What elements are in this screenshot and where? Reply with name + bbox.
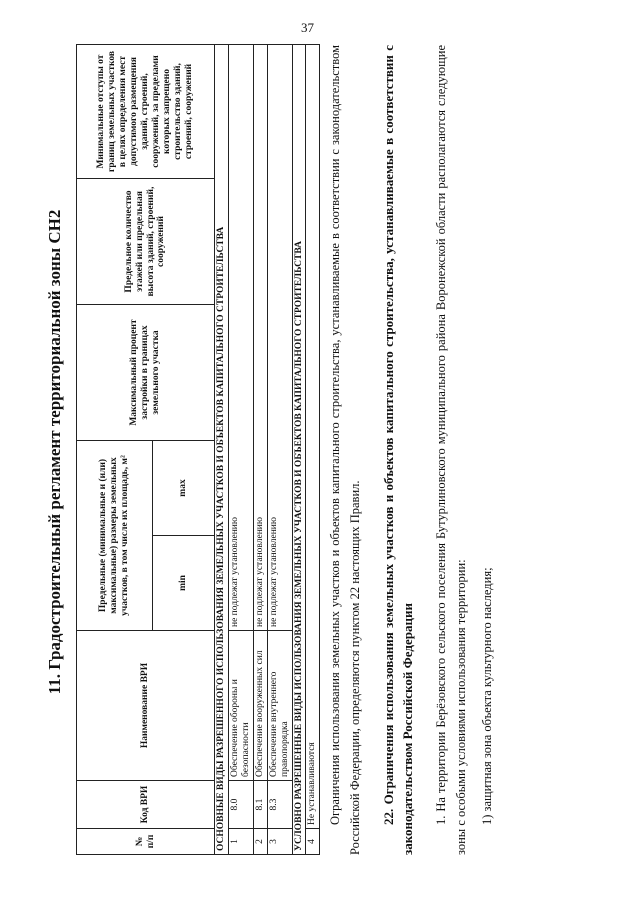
- table-row: [253, 45, 267, 855]
- regulation-table: [76, 44, 320, 855]
- header-area: Предельные (минимальные и (или) максимальные) размеры земельных участков, в том числе их площадь, м²: [77, 441, 153, 631]
- page-number: 37: [301, 20, 314, 35]
- row-code: 8.1: [253, 781, 267, 829]
- row-code: 8.3: [267, 781, 292, 829]
- row-value: не подлежат установлению: [267, 45, 292, 631]
- header-code: Код ВРИ: [77, 781, 215, 829]
- paragraph-heritage-zone: 1) защитная зона объекта культурного наследия;: [480, 567, 494, 825]
- header-min: min: [153, 536, 215, 631]
- header-max: max: [153, 441, 215, 536]
- row-num: 3: [267, 829, 292, 855]
- table-row: [306, 45, 320, 855]
- row-value: не подлежат установлению: [228, 45, 253, 631]
- row-num: 1: [228, 829, 253, 855]
- main-section-row: ОСНОВНЫЕ ВИДЫ РАЗРЕШЕННОГО ИСПОЛЬЗОВАНИЯ ЗЕМЕЛЬНЫХ УЧАСТКОВ И ОБЪЕКТОВ КАПИТАЛЬНОГО СТРОИТЕЛЬСТВА: [215, 45, 229, 855]
- section-22-heading: 22. Ограничения использования земельных участков и объектов капитального строительства, устанавливаемые в соответствии с законодательством Российской Федерации: [381, 45, 415, 855]
- conditional-section-row: УСЛОВНО РАЗРЕШЕННЫЕ ВИДЫ ИСПОЛЬЗОВАНИЯ ЗЕМЕЛЬНЫХ УЧАСТКОВ И ОБЪЕКТОВ КАПИТАЛЬНОГО СТРОИТЕЛЬСТВА: [292, 45, 306, 855]
- row-name: Обеспечение обороны и безопасности: [228, 631, 253, 781]
- header-setback: Минимальные отступы от границ земельных участков в целях определения мест допустимого размещения зданий, строений, сооружений, за пределами которых запрещено строительство зданий, строений, сооружений: [77, 45, 215, 179]
- row-code: 8.0: [228, 781, 253, 829]
- paragraph-zones: 1. На территории Берёзовского сельского поселения Бутурлиновского муниципального района Воронежской области располагаются следующие зоны с особыми условиями использования территории:: [434, 45, 468, 855]
- row-name: Обеспечение внутреннего правопорядка: [267, 631, 292, 781]
- row-num: 4: [306, 829, 320, 855]
- row-value: не подлежат установлению: [253, 45, 267, 631]
- paragraph-restrictions: Ограничения использования земельных участков и объектов капитального строительства, устанавливаемые в соответствии с законодательством Российской Федерации, определяются пунктом 22 настоящих Правил.: [328, 45, 362, 855]
- header-floors: Предельное количество этажей или предельная высота зданий, строений, сооружений: [77, 179, 215, 305]
- body-text: [325, 45, 497, 855]
- header-num: № п/п: [77, 829, 215, 855]
- table-row: [267, 45, 292, 855]
- rotated-page-content: [40, 37, 600, 867]
- table-row: [228, 45, 253, 855]
- row-num: 2: [253, 829, 267, 855]
- header-name: Наименование ВРИ: [77, 631, 215, 781]
- row-name: Обеспечение вооруженных сил: [253, 631, 267, 781]
- header-build-pct: Максимальный процент застройки в границах земельного участка: [77, 305, 215, 441]
- row-value: Не устанавливаются: [306, 45, 320, 829]
- section-title: 11. Градостроительный регламент территориальной зоны СН2: [45, 209, 64, 695]
